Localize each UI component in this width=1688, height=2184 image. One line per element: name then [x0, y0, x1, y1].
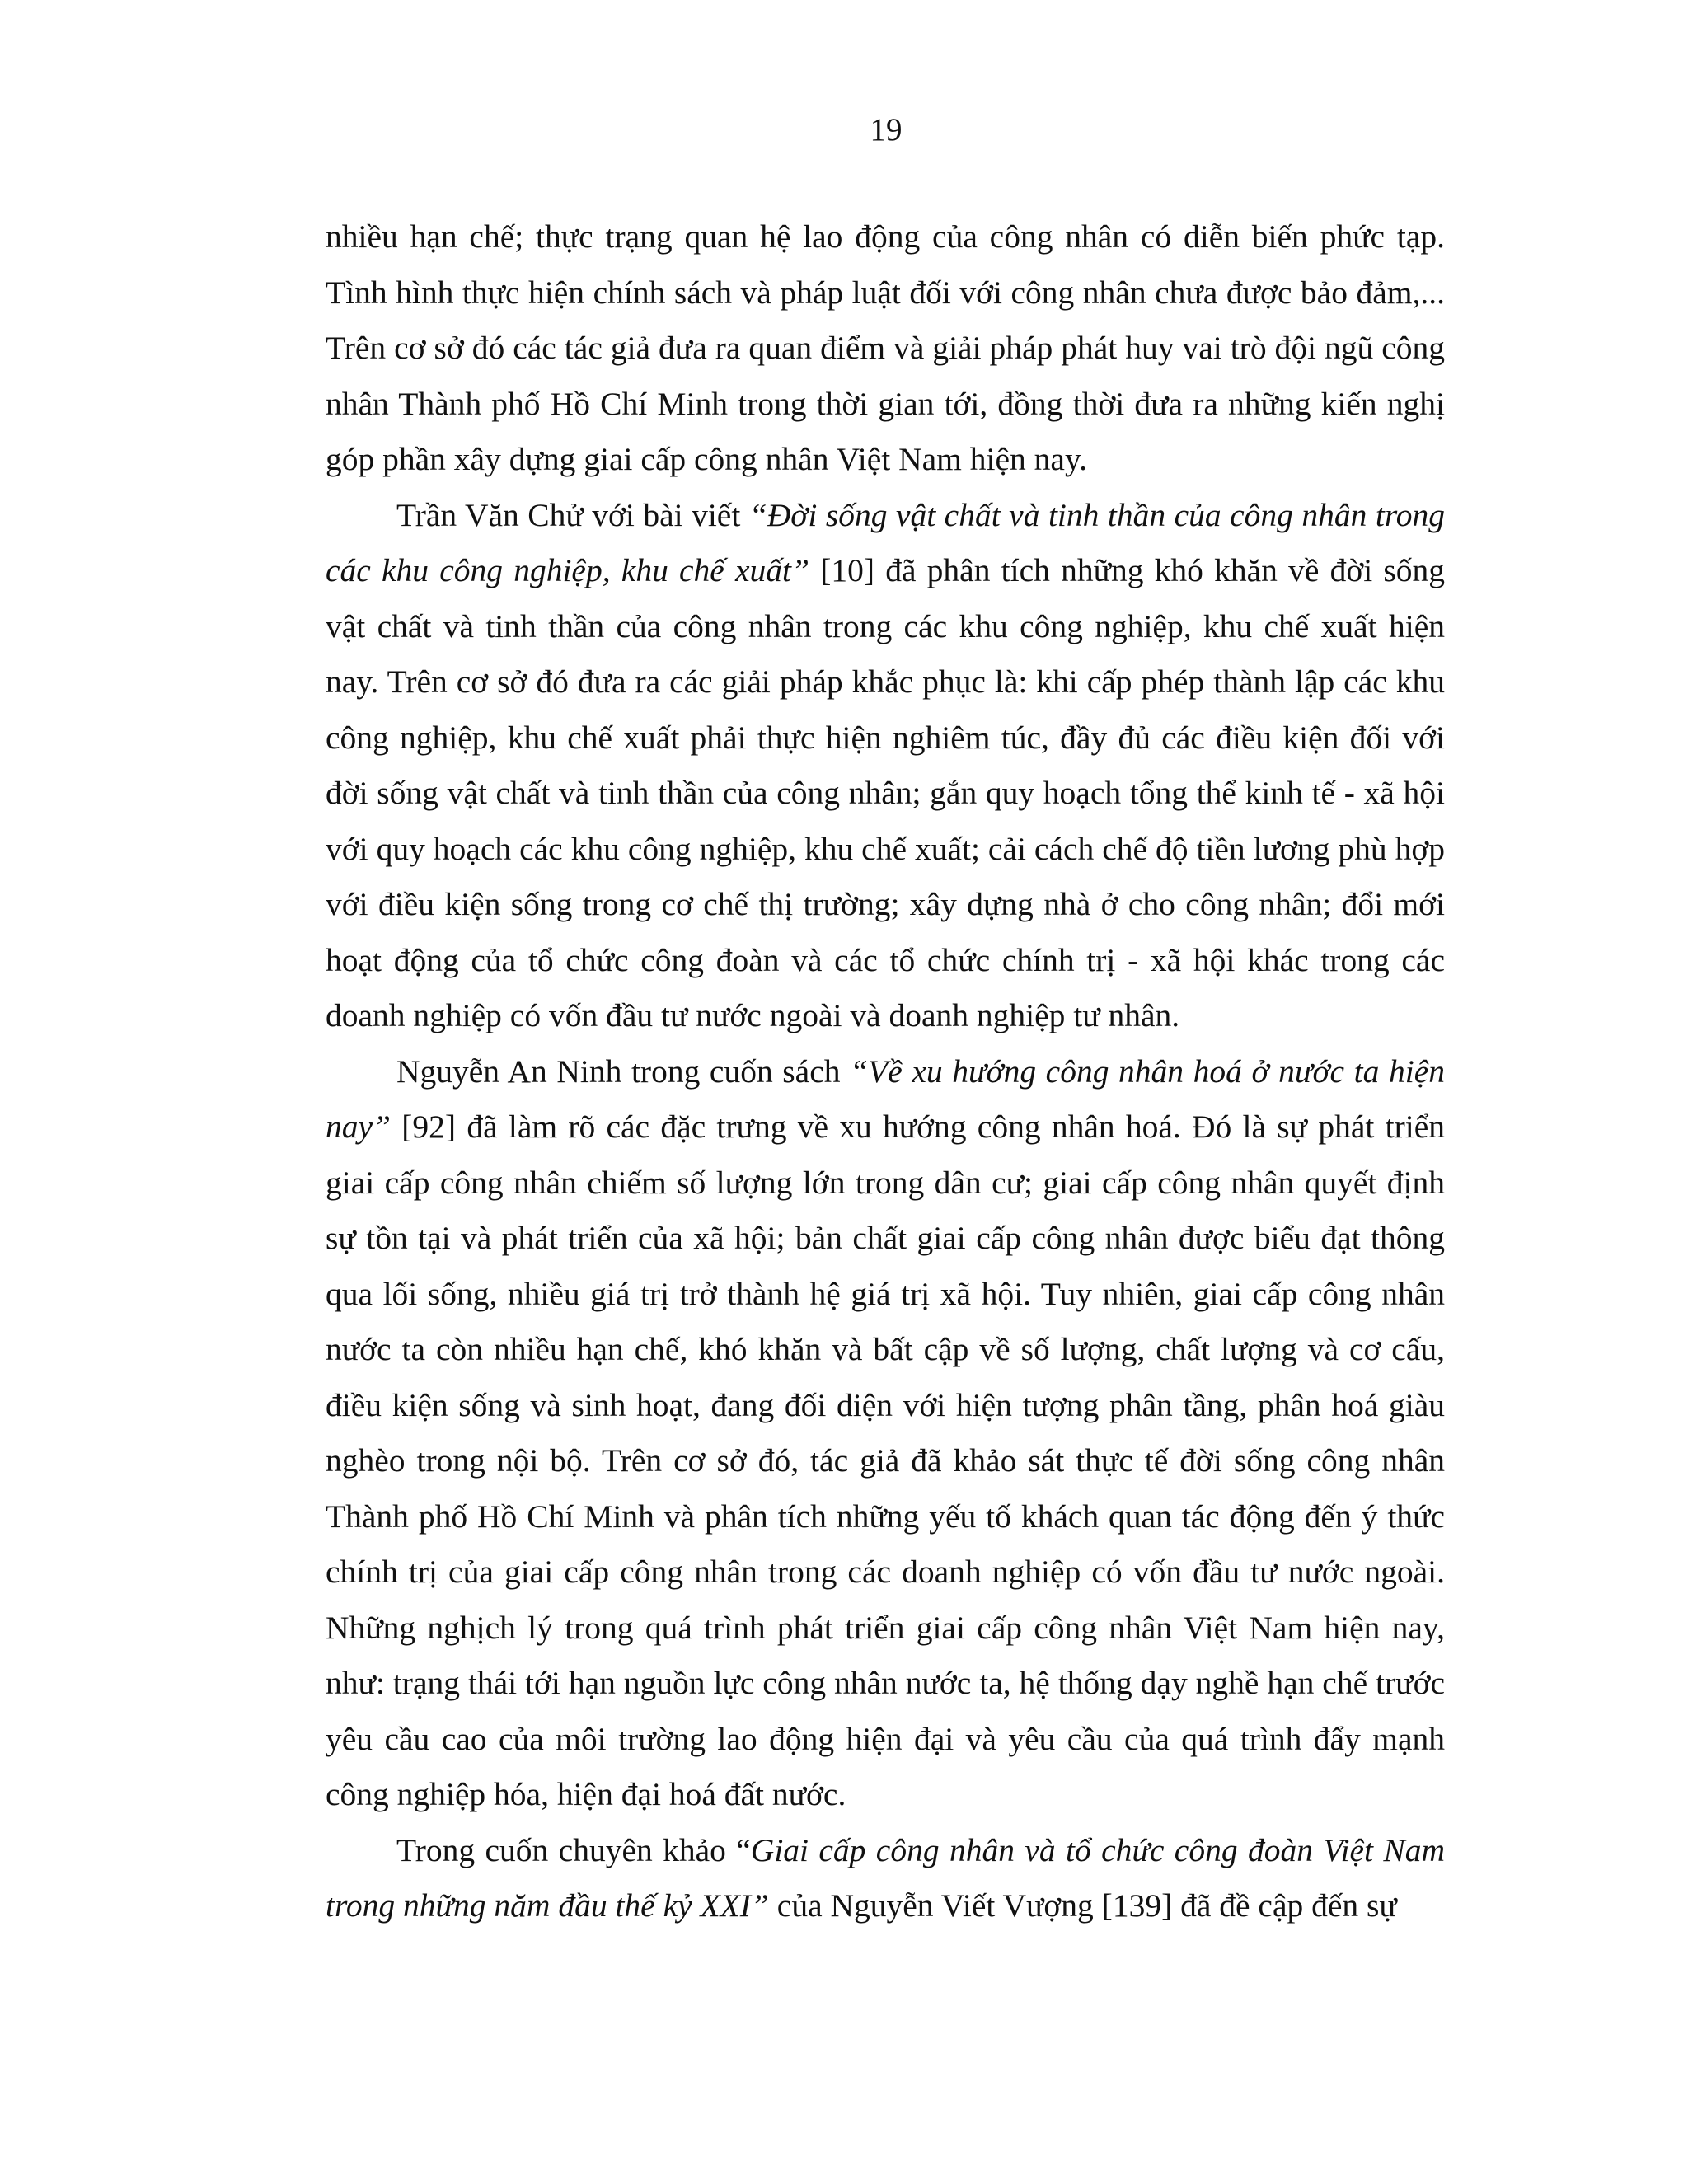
paragraph-text: Trong cuốn chuyên khảo “ — [396, 1831, 751, 1868]
paragraph-text: Trần Văn Chử với bài viết — [396, 496, 749, 533]
cited-title: “Về xu hướng công nhân hoá ở nước ta hiện nay” — [326, 1052, 1446, 1145]
paragraph-text: [10] đã phân tích những khó khăn về đời sống vật chất và tinh thần của công nhân trong các khu công nghiệp, khu chế xuất hiện nay. Trên cơ sở đó đưa ra các giải pháp khắc phục là: khi cấp phép thành lập các khu công nghiệp, khu chế xuất phải thực hiện nghiêm túc, đầy đủ các điều kiện đối với đời sống vật chất và tinh thần của công nhân; gắn quy hoạch tổng thể kinh tế - xã hội với quy hoạch các khu công nghiệp, khu chế xuất; cải cách chế độ tiền lương phù hợp với điều kiện sống trong cơ chế thị trường; xây dựng nhà ở cho công nhân; đổi mới hoạt động của tổ chức công đoàn và các tổ chức chính trị - xã hội khác trong các doanh nghiệp có vốn đầu tư nước ngoài và doanh nghiệp tư nhân. — [326, 552, 1445, 1033]
cited-title: Giai cấp công nhân và tổ chức công đoàn Việt Nam trong những năm đầu thế kỷ XXI” — [326, 1831, 1445, 1924]
paragraph-text: Nguyễn An Ninh trong cuốn sách — [396, 1052, 851, 1090]
body-text — [326, 209, 1445, 1934]
cited-title: “Đời sống vật chất và tinh thần của công nhân trong các khu công nghiệp, khu chế xuất” — [326, 496, 1445, 588]
page-number: 19 — [870, 112, 903, 148]
paragraph-text: nhiều hạn chế; thực trạng quan hệ lao động của công nhân có diễn biến phức tạp. Tình hình thực hiện chính sách và pháp luật đối với công nhân chưa được bảo đảm,... Trên cơ sở đó các tác giả đưa ra quan điểm và giải pháp phát huy vai trò đội ngũ công nhân Thành phố Hồ Chí Minh trong thời gian tới, đồng thời đưa ra những kiến nghị góp phần xây dựng giai cấp công nhân Việt Nam hiện nay. — [326, 218, 1445, 477]
paragraph-text: của Nguyễn Viết Vượng [139] đã đề cập đến sự — [768, 1887, 1397, 1924]
paragraph-continuation — [326, 209, 1445, 488]
paragraph-nguyen-viet-vuong — [326, 1823, 1445, 1934]
paragraph-nguyen-an-ninh — [326, 1044, 1445, 1823]
paragraph-tran-van-chu — [326, 488, 1445, 1044]
paragraph-text: [92] đã làm rõ các đặc trưng về xu hướng công nhân hoá. Đó là sự phát triển giai cấp công nhân chiếm số lượng lớn trong dân cư; giai cấp công nhân quyết định sự tồn tại và phát triển của xã hội; bản chất giai cấp công nhân được biểu đạt thông qua lối sống, nhiều giá trị trở thành hệ giá trị xã hội. Tuy nhiên, giai cấp công nhân nước ta còn nhiều hạn chế, khó khăn và bất cập về số lượng, chất lượng và cơ cấu, điều kiện sống và sinh hoạt, đang đối diện với hiện tượng phân tầng, phân hoá giàu nghèo trong nội bộ. Trên cơ sở đó, tác giả đã khảo sát thực tế đời sống công nhân Thành phố Hồ Chí Minh và phân tích những yếu tố khách quan tác động đến ý thức chính trị của giai cấp công nhân trong các doanh nghiệp có vốn đầu tư nước ngoài. Những nghịch lý trong quá trình phát triển giai cấp công nhân Việt Nam hiện nay, như: trạng thái tới hạn nguồn lực công nhân nước ta, hệ thống dạy nghề hạn chế trước yêu cầu cao của môi trường lao động hiện đại và yêu cầu của quá trình đẩy mạnh công nghiệp hóa, hiện đại hoá đất nước. — [326, 1108, 1445, 1812]
